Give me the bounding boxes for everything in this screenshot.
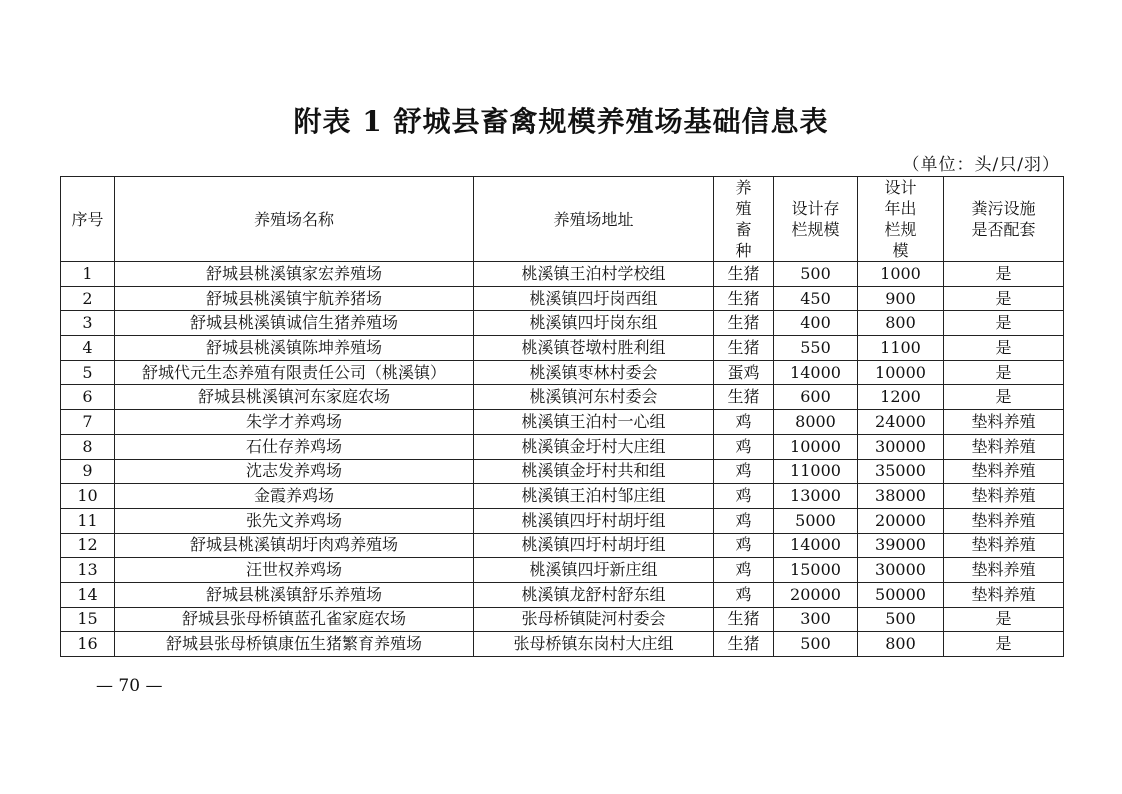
- cell-species: 鸡: [714, 434, 774, 459]
- cell-stock: 20000: [774, 582, 858, 607]
- header-stock: 设计存栏规模: [774, 177, 858, 262]
- cell-address: 桃溪镇四圩村胡圩组: [474, 533, 714, 558]
- cell-farm-name: 汪世权养鸡场: [115, 558, 474, 583]
- cell-output: 39000: [858, 533, 944, 558]
- cell-address: 桃溪镇四圩岗东组: [474, 311, 714, 336]
- cell-seq: 15: [61, 607, 115, 632]
- cell-waste: 是: [944, 262, 1064, 287]
- header-name: 养殖场名称: [115, 177, 474, 262]
- cell-output: 1000: [858, 262, 944, 287]
- cell-waste: 垫料养殖: [944, 508, 1064, 533]
- cell-seq: 16: [61, 632, 115, 657]
- cell-stock: 13000: [774, 484, 858, 509]
- table-row: [61, 582, 1064, 607]
- cell-address: 桃溪镇金圩村大庄组: [474, 434, 714, 459]
- cell-waste: 垫料养殖: [944, 484, 1064, 509]
- unit-note: （单位：头/只/羽）: [902, 155, 1060, 175]
- cell-waste: 是: [944, 336, 1064, 361]
- cell-seq: 2: [61, 286, 115, 311]
- cell-farm-name: 朱学才养鸡场: [115, 410, 474, 435]
- cell-species: 鸡: [714, 533, 774, 558]
- cell-output: 30000: [858, 434, 944, 459]
- table-header-row: [61, 177, 1064, 262]
- cell-seq: 5: [61, 360, 115, 385]
- cell-stock: 11000: [774, 459, 858, 484]
- cell-species: 鸡: [714, 558, 774, 583]
- cell-stock: 500: [774, 632, 858, 657]
- table-row: [61, 336, 1064, 361]
- cell-output: 50000: [858, 582, 944, 607]
- header-address: 养殖场地址: [474, 177, 714, 262]
- cell-seq: 12: [61, 533, 115, 558]
- cell-stock: 5000: [774, 508, 858, 533]
- cell-address: 桃溪镇四圩新庄组: [474, 558, 714, 583]
- cell-address: 张母桥镇东岗村大庄组: [474, 632, 714, 657]
- cell-species: 蛋鸡: [714, 360, 774, 385]
- table-row: [61, 508, 1064, 533]
- cell-species: 鸡: [714, 484, 774, 509]
- cell-waste: 垫料养殖: [944, 434, 1064, 459]
- cell-farm-name: 金霞养鸡场: [115, 484, 474, 509]
- header-waste: 粪污设施是否配套: [944, 177, 1064, 262]
- cell-farm-name: 舒城县桃溪镇胡圩肉鸡养殖场: [115, 533, 474, 558]
- page-title: 附表 1 舒城县畜禽规模养殖场基础信息表: [293, 105, 829, 138]
- cell-species: 鸡: [714, 508, 774, 533]
- cell-stock: 10000: [774, 434, 858, 459]
- cell-stock: 400: [774, 311, 858, 336]
- cell-stock: 8000: [774, 410, 858, 435]
- cell-stock: 15000: [774, 558, 858, 583]
- cell-address: 桃溪镇王泊村学校组: [474, 262, 714, 287]
- cell-farm-name: 沈志发养鸡场: [115, 459, 474, 484]
- cell-stock: 600: [774, 385, 858, 410]
- cell-stock: 300: [774, 607, 858, 632]
- table-row: [61, 434, 1064, 459]
- cell-seq: 7: [61, 410, 115, 435]
- cell-farm-name: 舒城县桃溪镇舒乐养殖场: [115, 582, 474, 607]
- cell-waste: 垫料养殖: [944, 459, 1064, 484]
- cell-output: 900: [858, 286, 944, 311]
- table-row: [61, 459, 1064, 484]
- cell-output: 500: [858, 607, 944, 632]
- cell-species: 生猪: [714, 286, 774, 311]
- table-row: [61, 607, 1064, 632]
- table-row: [61, 311, 1064, 336]
- cell-species: 生猪: [714, 336, 774, 361]
- cell-output: 1100: [858, 336, 944, 361]
- cell-waste: 垫料养殖: [944, 533, 1064, 558]
- cell-farm-name: 舒城县桃溪镇陈坤养殖场: [115, 336, 474, 361]
- cell-seq: 4: [61, 336, 115, 361]
- cell-output: 1200: [858, 385, 944, 410]
- cell-seq: 10: [61, 484, 115, 509]
- cell-output: 24000: [858, 410, 944, 435]
- cell-farm-name: 舒城县桃溪镇河东家庭农场: [115, 385, 474, 410]
- cell-address: 桃溪镇王泊村一心组: [474, 410, 714, 435]
- cell-species: 生猪: [714, 311, 774, 336]
- page-number: — 70 —: [96, 676, 163, 696]
- cell-farm-name: 舒城县桃溪镇家宏养殖场: [115, 262, 474, 287]
- cell-address: 桃溪镇四圩岗西组: [474, 286, 714, 311]
- cell-address: 桃溪镇龙舒村舒东组: [474, 582, 714, 607]
- cell-output: 800: [858, 632, 944, 657]
- table-row: [61, 632, 1064, 657]
- header-species: 养殖畜种: [714, 177, 774, 262]
- cell-farm-name: 舒城代元生态养殖有限责任公司（桃溪镇）: [115, 360, 474, 385]
- cell-species: 生猪: [714, 262, 774, 287]
- cell-output: 30000: [858, 558, 944, 583]
- cell-waste: 是: [944, 286, 1064, 311]
- cell-waste: 是: [944, 360, 1064, 385]
- cell-waste: 是: [944, 311, 1064, 336]
- cell-seq: 1: [61, 262, 115, 287]
- cell-farm-name: 舒城县桃溪镇宇航养猪场: [115, 286, 474, 311]
- cell-species: 鸡: [714, 582, 774, 607]
- cell-farm-name: 张先文养鸡场: [115, 508, 474, 533]
- cell-seq: 11: [61, 508, 115, 533]
- table-row: [61, 484, 1064, 509]
- cell-species: 鸡: [714, 410, 774, 435]
- cell-stock: 500: [774, 262, 858, 287]
- cell-seq: 14: [61, 582, 115, 607]
- cell-species: 生猪: [714, 385, 774, 410]
- cell-species: 鸡: [714, 459, 774, 484]
- cell-address: 张母桥镇陡河村委会: [474, 607, 714, 632]
- cell-seq: 9: [61, 459, 115, 484]
- table-row: [61, 385, 1064, 410]
- table-row: [61, 360, 1064, 385]
- cell-address: 桃溪镇枣林村委会: [474, 360, 714, 385]
- cell-waste: 是: [944, 607, 1064, 632]
- cell-seq: 8: [61, 434, 115, 459]
- table-row: [61, 533, 1064, 558]
- cell-waste: 是: [944, 385, 1064, 410]
- header-output: 设计年出栏规模: [858, 177, 944, 262]
- cell-stock: 550: [774, 336, 858, 361]
- cell-address: 桃溪镇王泊村邹庄组: [474, 484, 714, 509]
- cell-seq: 6: [61, 385, 115, 410]
- farm-info-table: [60, 176, 1064, 657]
- cell-output: 800: [858, 311, 944, 336]
- cell-output: 10000: [858, 360, 944, 385]
- cell-output: 38000: [858, 484, 944, 509]
- table-row: [61, 262, 1064, 287]
- table-row: [61, 286, 1064, 311]
- cell-waste: 是: [944, 632, 1064, 657]
- cell-species: 生猪: [714, 632, 774, 657]
- cell-address: 桃溪镇四圩村胡圩组: [474, 508, 714, 533]
- cell-farm-name: 舒城县张母桥镇蓝孔雀家庭农场: [115, 607, 474, 632]
- table-row: [61, 558, 1064, 583]
- cell-species: 生猪: [714, 607, 774, 632]
- cell-stock: 14000: [774, 360, 858, 385]
- cell-farm-name: 舒城县张母桥镇康伍生猪繁育养殖场: [115, 632, 474, 657]
- cell-address: 桃溪镇河东村委会: [474, 385, 714, 410]
- cell-farm-name: 舒城县桃溪镇诚信生猪养殖场: [115, 311, 474, 336]
- header-seq: 序号: [61, 177, 115, 262]
- cell-address: 桃溪镇金圩村共和组: [474, 459, 714, 484]
- cell-output: 35000: [858, 459, 944, 484]
- cell-farm-name: 石仕存养鸡场: [115, 434, 474, 459]
- cell-address: 桃溪镇苍墩村胜利组: [474, 336, 714, 361]
- cell-stock: 450: [774, 286, 858, 311]
- cell-waste: 垫料养殖: [944, 410, 1064, 435]
- cell-waste: 垫料养殖: [944, 582, 1064, 607]
- cell-waste: 垫料养殖: [944, 558, 1064, 583]
- cell-seq: 3: [61, 311, 115, 336]
- cell-seq: 13: [61, 558, 115, 583]
- cell-output: 20000: [858, 508, 944, 533]
- cell-stock: 14000: [774, 533, 858, 558]
- table-row: [61, 410, 1064, 435]
